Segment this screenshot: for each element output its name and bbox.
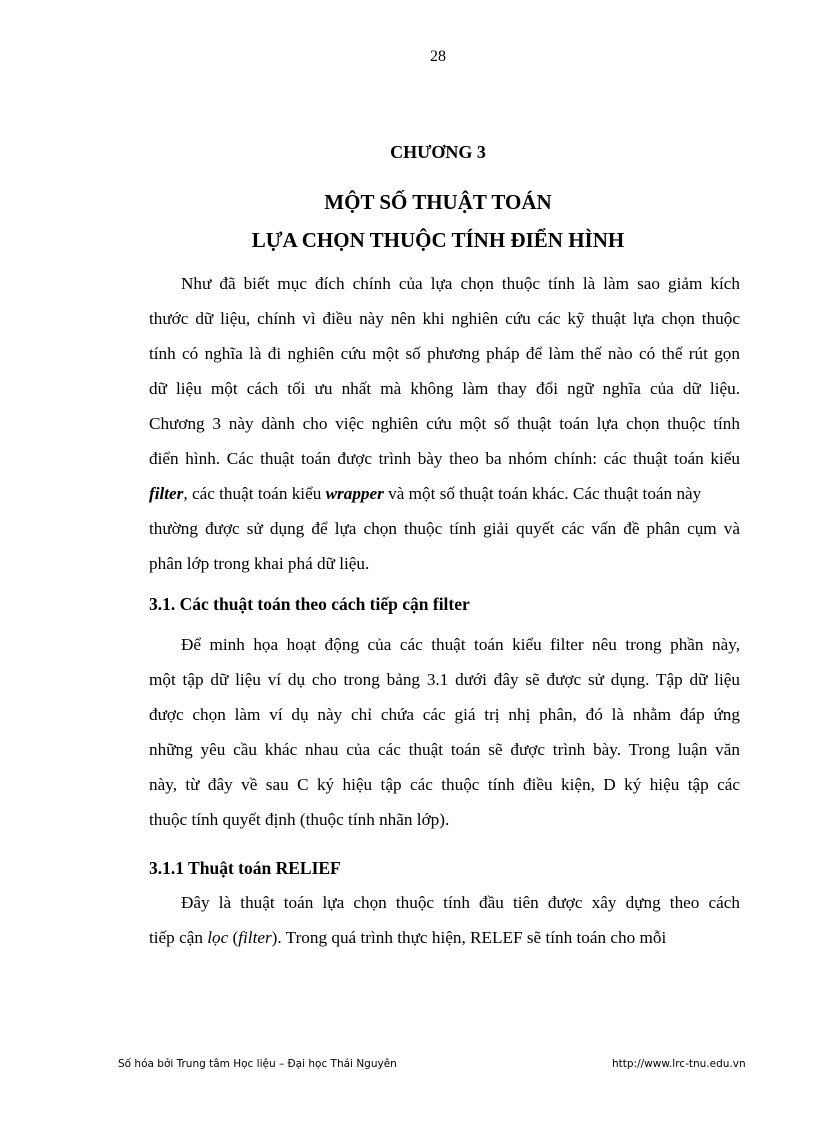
paragraph-2-line-2: một tập dữ liệu ví dụ cho trong bảng 3.1 dưới đây sẽ được sử dụng. Tập dữ liệu [149, 670, 740, 689]
page-number: 28 [430, 48, 446, 65]
paragraph-2-line-6: thuộc tính quyết định (thuộc tính nhãn lớp). [149, 810, 450, 829]
chapter-label: CHƯƠNG 3 [390, 142, 486, 162]
text-segment: tiếp cận [149, 928, 208, 947]
term-loc: lọc [207, 928, 229, 947]
paragraph-1-line-7 [149, 484, 740, 504]
text-segment: , các thuật toán kiểu [183, 484, 326, 503]
section-heading-3-1: 3.1. Các thuật toán theo cách tiếp cận filter [149, 594, 470, 614]
paragraph-2-line-5: này, từ đây về sau C ký hiệu tập các thuộc tính điều kiện, D ký hiệu tập các [149, 775, 740, 794]
term-filter: filter [149, 484, 184, 503]
footer-source: Số hóa bởi Trung tâm Học liệu – Đại học Thái Nguyên [118, 1058, 397, 1070]
text-segment: và một số thuật toán khác. Các thuật toán này [383, 484, 702, 503]
paragraph-2-line-1: Để minh họa hoạt động của các thuật toán kiểu filter nêu trong phần này, [181, 635, 740, 654]
section-heading-3-1-1: 3.1.1 Thuật toán RELIEF [149, 858, 341, 878]
paragraph-1-line-3: tính có nghĩa là đi nghiên cứu một số phương pháp để làm thế nào có thể rút gọn [149, 344, 740, 363]
term-filter-italic: filter [238, 928, 272, 947]
paragraph-1-line-8: thường được sử dụng để lựa chọn thuộc tính giải quyết các vấn đề phân cụm và [149, 519, 740, 538]
paragraph-1-line-9: phân lớp trong khai phá dữ liệu. [149, 554, 370, 573]
paragraph-2-line-4: những yêu cầu khác nhau của các thuật toán sẽ được trình bày. Trong luận văn [149, 740, 740, 759]
paragraph-3-line-2 [149, 928, 740, 948]
paragraph-1-line-2: thước dữ liệu, chính vì điều này nên khi nghiên cứu các kỹ thuật lựa chọn thuộc [149, 309, 740, 328]
paragraph-1-line-1: Như đã biết mục đích chính của lựa chọn thuộc tính là làm sao giảm kích [181, 274, 740, 293]
paragraph-2-line-3: được chọn làm ví dụ này chỉ chứa các giá trị nhị phân, đó là nhằm đáp ứng [149, 705, 740, 724]
chapter-title-line-1: MỘT SỐ THUẬT TOÁN [324, 190, 552, 214]
term-wrapper: wrapper [325, 484, 384, 503]
chapter-title-line-2: LỰA CHỌN THUỘC TÍNH ĐIỂN HÌNH [251, 228, 625, 252]
paragraph-1-line-6: điển hình. Các thuật toán được trình bày theo ba nhóm chính: các thuật toán kiểu [149, 449, 740, 468]
paragraph-1-line-5: Chương 3 này dành cho việc nghiên cứu một số thuật toán lựa chọn thuộc tính [149, 414, 740, 433]
text-segment: ( [228, 928, 239, 947]
text-segment: ). Trong quá trình thực hiện, RELEF sẽ tính toán cho mỗi [271, 928, 667, 947]
paragraph-1-line-4: dữ liệu một cách tối ưu nhất mà không làm thay đổi ngữ nghĩa của dữ liệu. [149, 379, 740, 398]
footer-url[interactable]: http://www.lrc-tnu.edu.vn [612, 1058, 746, 1070]
paragraph-3-line-1: Đây là thuật toán lựa chọn thuộc tính đầu tiên được xây dựng theo cách [181, 893, 740, 912]
